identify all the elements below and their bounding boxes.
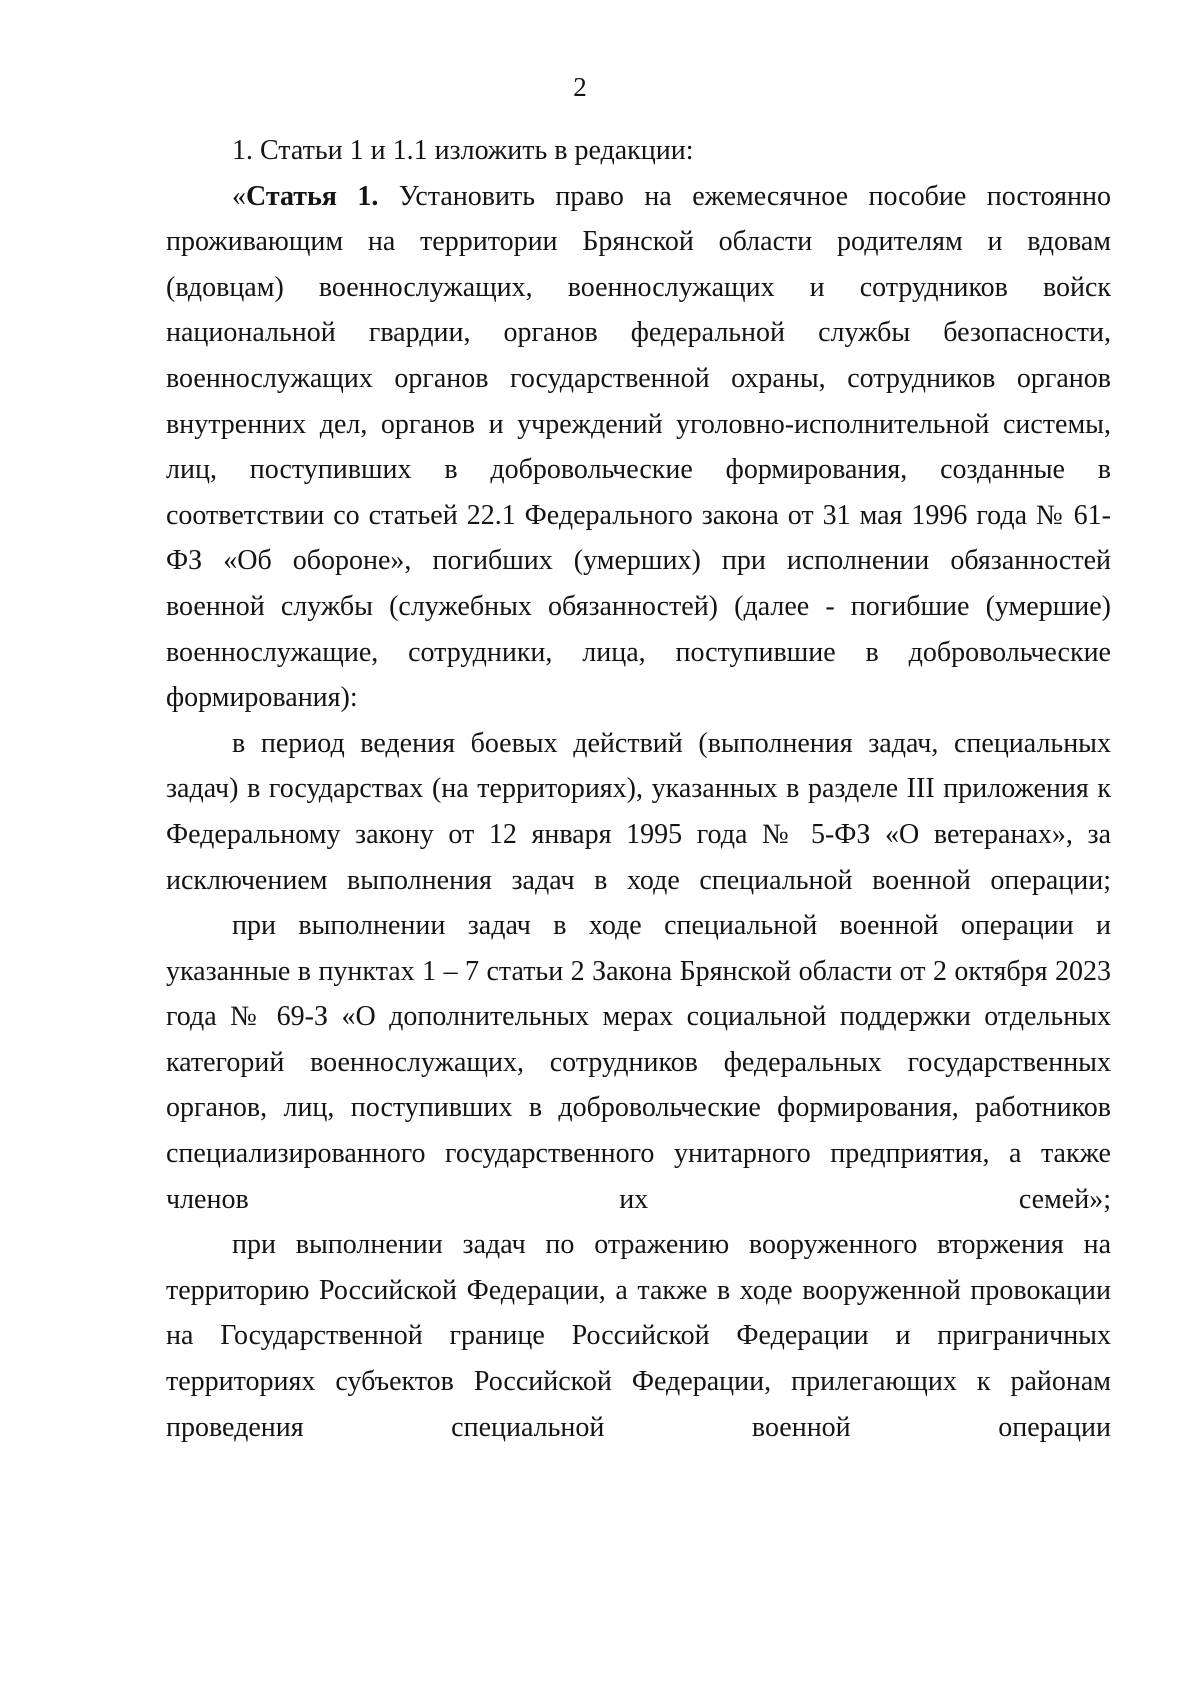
page-number: 2: [573, 72, 587, 102]
clause-combat-operations: в период ведения боевых действий (выполнения задач, специальных задач) в государствах (на территориях), указанных в разделе III приложения к Федеральному закону от 12 января 1995 года № 5-ФЗ «О ветеранах», за исключением выполнения задач в ходе специальной военной операции;: [166, 727, 1111, 896]
article-1-text: Установить право на ежемесячное пособие постоянно проживающим на территории Брянской области родителям и вдовам (вдовцам) военнослужащих, военнослужащих и сотрудников войск национальной гвардии, органов федеральной службы безопасности, военнослужащих органов государственной охраны, сотрудников органов внутренних дел, органов и учреждений уголовно-исполнительной системы, лиц, поступивших в добровольческие формирования, созданные в соответствии со статьей 22.1 Федерального закона от 31 мая 1996 года № 61-ФЗ «Об обороне», погибших (умерших) при исполнении обязанностей военной службы (служебных обязанностей) (далее - погибшие (умершие) военнослужащие, сотрудники, лица, поступившие в добровольческие формирования):: [166, 180, 1111, 714]
article-1-heading: Статья 1.: [246, 180, 379, 212]
clause-armed-invasion: при выполнении задач по отражению вооруженного вторжения на территорию Российской Федерации, а также в ходе вооруженной провокации на Государственной границе Российской Федерации и приграничных территориях субъектов Российской Федерации, прилегающих к районам проведения специальной военной операции: [166, 1229, 1111, 1443]
article-1-paragraph: [166, 174, 1111, 721]
document-body: [166, 128, 1111, 1450]
amendment-intro: 1. Статьи 1 и 1.1 изложить в редакции:: [232, 135, 694, 166]
clause-special-military-operation: при выполнении задач в ходе специальной военной операции и указанные в пунктах 1 – 7 статьи 2 Закона Брянской области от 2 октября 2023 года № 69-З «О дополнительных мерах социальной поддержки отдельных категорий военнослужащих, сотрудников федеральных государственных органов, лиц, поступивших в добровольческие формирования, работников специализированного государственного унитарного предприятия, а также членов их семей»;: [166, 910, 1111, 1215]
article-1-open-quote: «: [232, 180, 246, 212]
